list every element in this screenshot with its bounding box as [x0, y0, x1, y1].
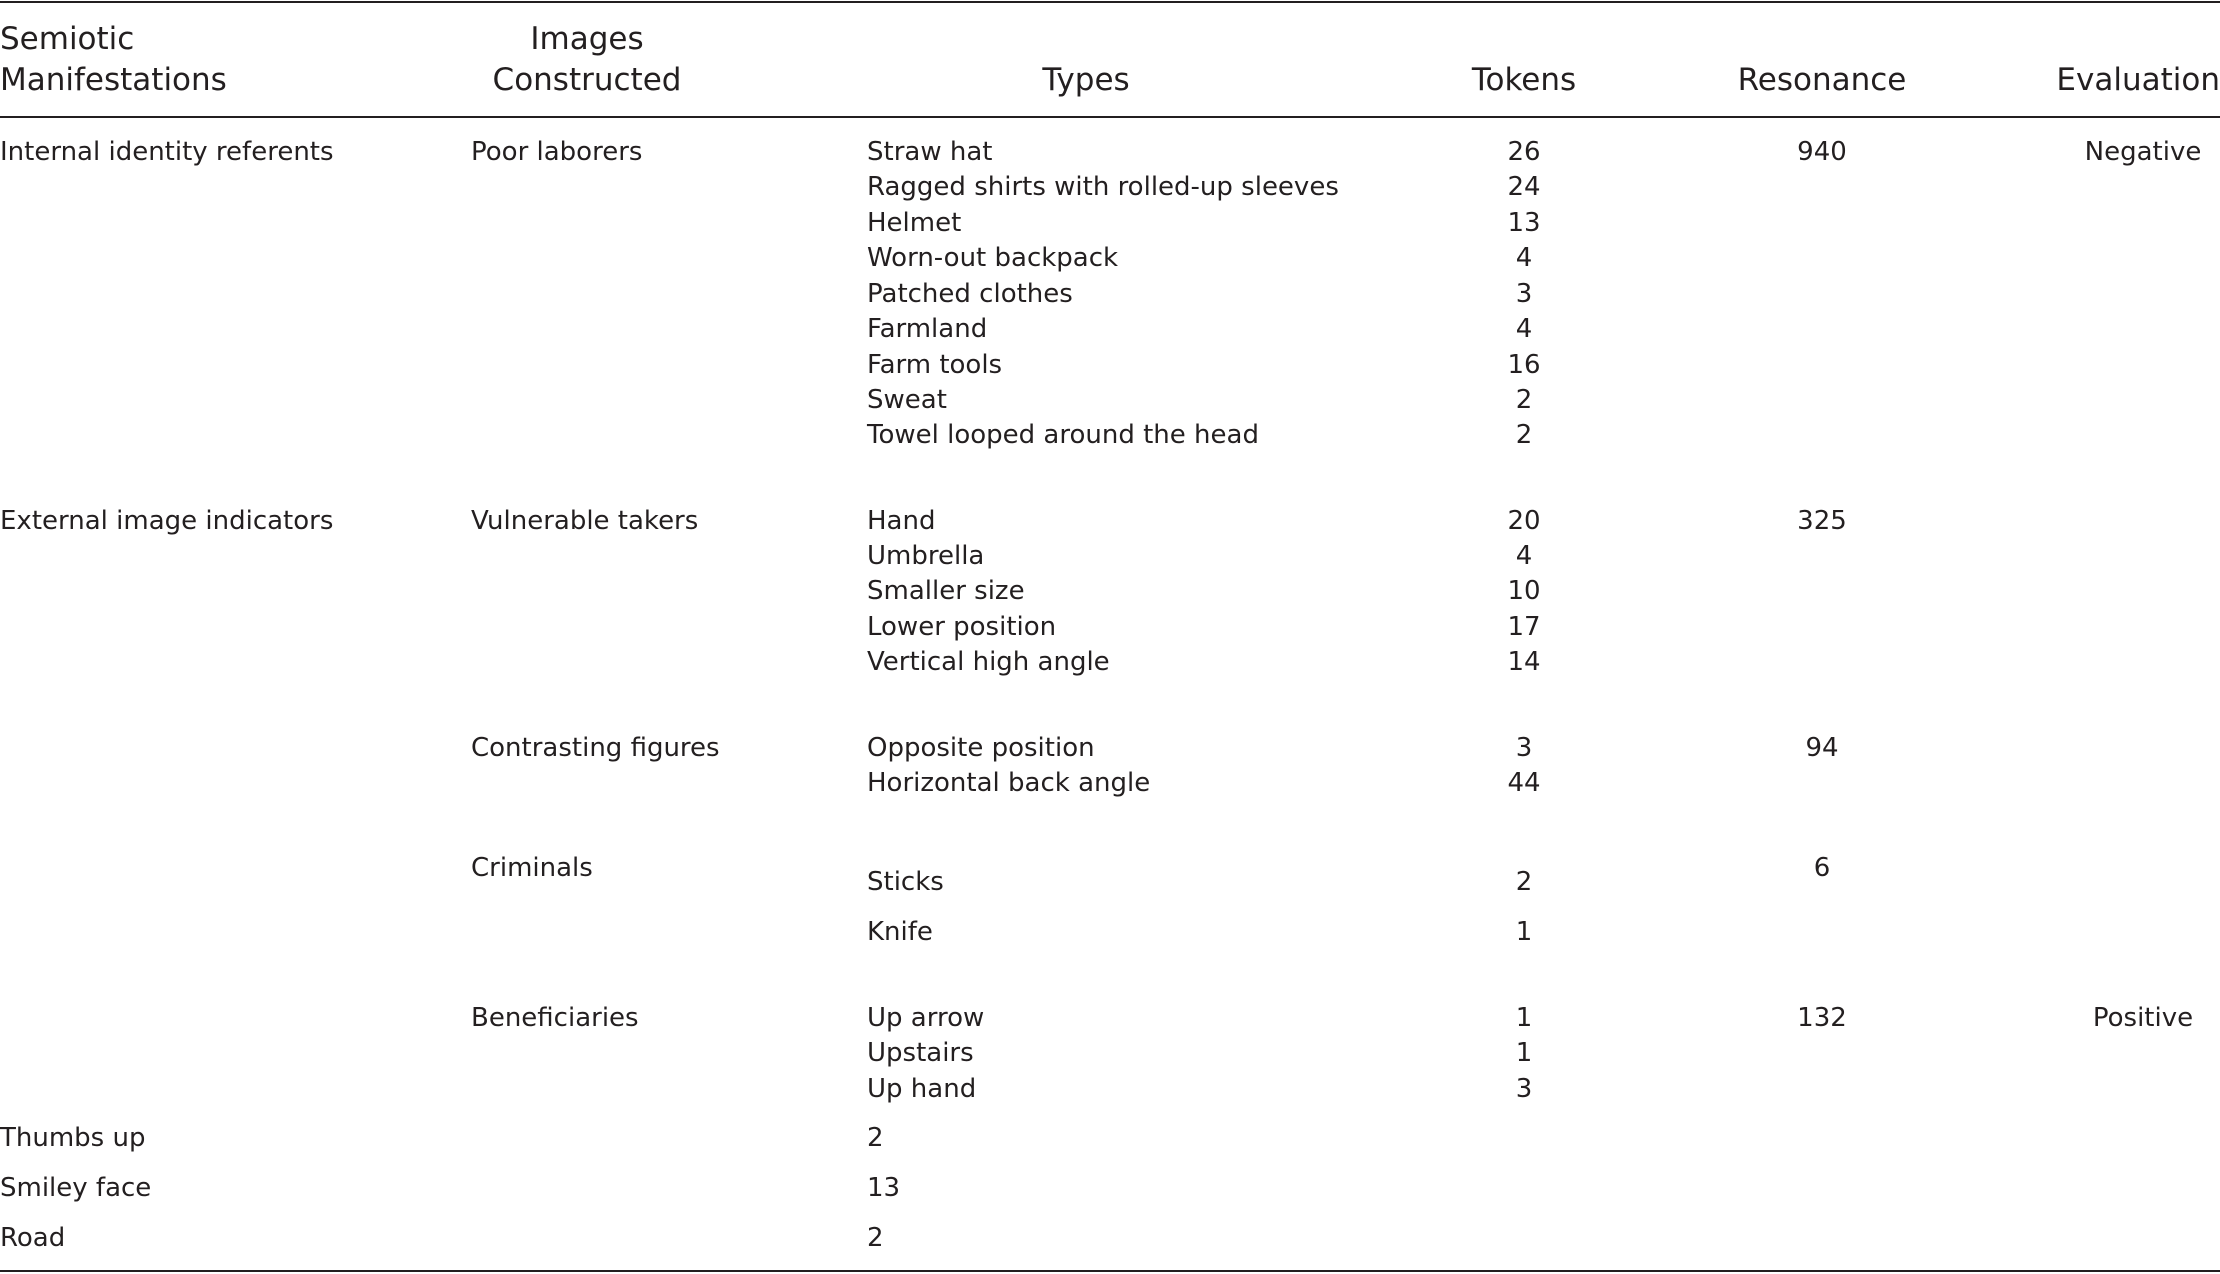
- resonance-cell: 325: [1797, 506, 1847, 536]
- resonance-cell: 940: [1797, 137, 1847, 167]
- type-cell: Worn-out backpack: [867, 243, 1119, 273]
- evaluation-cell: Negative: [2084, 137, 2202, 167]
- extra-row-label: Road: [0, 1223, 66, 1253]
- type-cell: Farmland: [867, 314, 988, 344]
- resonance-cell: 132: [1797, 1003, 1847, 1033]
- extra-row-value: 2: [867, 1123, 884, 1153]
- evaluation-cell: Positive: [2092, 1003, 2194, 1033]
- resonance-cell: 6: [1813, 853, 1831, 883]
- tokens-cell: 4: [1515, 314, 1533, 344]
- header-semiotic-line2: Manifestations: [0, 62, 227, 98]
- type-cell: Lower position: [867, 612, 1057, 642]
- image-cell: Poor laborers: [471, 137, 643, 167]
- type-cell: Straw hat: [867, 137, 993, 167]
- tokens-cell: 17: [1507, 612, 1541, 642]
- type-cell: Up arrow: [867, 1003, 985, 1033]
- type-cell: Towel looped around the head: [867, 420, 1259, 450]
- resonance-cell: 94: [1805, 733, 1839, 763]
- header-semiotic-line1: Semiotic: [0, 21, 135, 57]
- tokens-cell: 13: [1507, 208, 1541, 238]
- header-resonance: Resonance: [1737, 62, 1907, 98]
- type-cell: Umbrella: [867, 541, 985, 571]
- tokens-cell: 2: [1515, 385, 1533, 415]
- tokens-cell: 2: [1515, 420, 1533, 450]
- tokens-cell: 10: [1507, 576, 1541, 606]
- tokens-cell: 24: [1507, 172, 1541, 202]
- type-cell: Horizontal back angle: [867, 768, 1151, 798]
- type-cell: Up hand: [867, 1074, 977, 1104]
- manifestation-cell: Internal identity referents: [0, 137, 334, 167]
- type-cell: Farm tools: [867, 350, 1003, 380]
- tokens-cell: 3: [1515, 1074, 1533, 1104]
- tokens-cell: 2: [1515, 867, 1533, 897]
- manifestation-cell: External image indicators: [0, 506, 334, 536]
- top-rule: [0, 1, 2220, 3]
- bottom-rule: [0, 1270, 2220, 1272]
- type-cell: Hand: [867, 506, 936, 536]
- tokens-cell: 20: [1507, 506, 1541, 536]
- tokens-cell: 3: [1515, 733, 1533, 763]
- header-images-line1: Images: [530, 21, 644, 57]
- tokens-cell: 4: [1515, 541, 1533, 571]
- extra-row-label: Thumbs up: [0, 1123, 146, 1153]
- tokens-cell: 3: [1515, 279, 1533, 309]
- header-rule: [0, 116, 2220, 118]
- tokens-cell: 1: [1515, 1003, 1533, 1033]
- tokens-cell: 4: [1515, 243, 1533, 273]
- header-images-line2: Constructed: [492, 62, 682, 98]
- extra-row-value: 13: [867, 1173, 901, 1203]
- image-cell: Beneficiaries: [471, 1003, 639, 1033]
- type-cell: Opposite position: [867, 733, 1095, 763]
- type-cell: Patched clothes: [867, 279, 1073, 309]
- image-cell: Criminals: [471, 853, 593, 883]
- header-tokens: Tokens: [1471, 62, 1577, 98]
- type-cell: Sticks: [867, 867, 944, 897]
- image-cell: Vulnerable takers: [471, 506, 699, 536]
- extra-row-label: Smiley face: [0, 1173, 152, 1203]
- type-cell: Vertical high angle: [867, 647, 1110, 677]
- tokens-cell: 16: [1507, 350, 1541, 380]
- tokens-cell: 26: [1507, 137, 1541, 167]
- tokens-cell: 1: [1515, 1038, 1533, 1068]
- type-cell: Helmet: [867, 208, 962, 238]
- image-cell: Contrasting figures: [471, 733, 720, 763]
- tokens-cell: 1: [1515, 917, 1533, 947]
- header-evaluation: Evaluation: [2056, 62, 2220, 98]
- type-cell: Knife: [867, 917, 933, 947]
- type-cell: Upstairs: [867, 1038, 974, 1068]
- type-cell: Ragged shirts with rolled-up sleeves: [867, 172, 1339, 202]
- header-types: Types: [1042, 62, 1130, 98]
- type-cell: Smaller size: [867, 576, 1025, 606]
- tokens-cell: 44: [1507, 768, 1541, 798]
- extra-row-value: 2: [867, 1223, 884, 1253]
- tokens-cell: 14: [1507, 647, 1541, 677]
- type-cell: Sweat: [867, 385, 947, 415]
